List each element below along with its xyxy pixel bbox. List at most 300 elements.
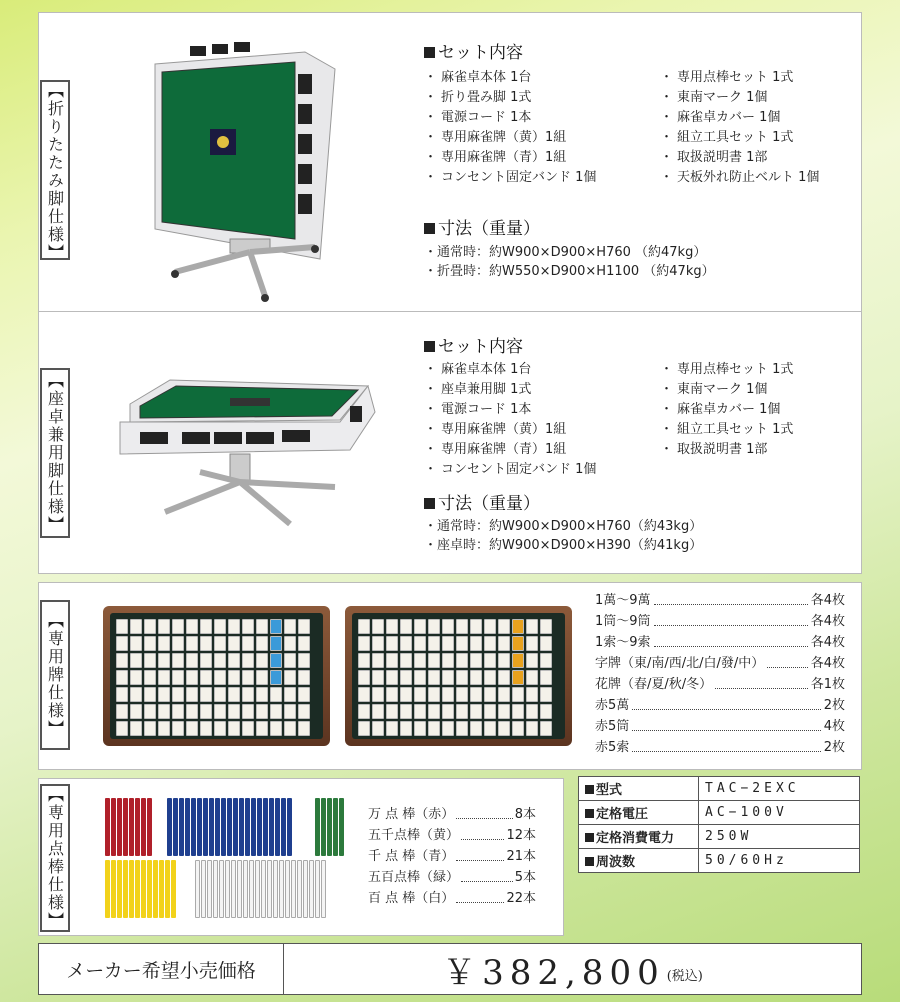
list-item: ・ 麻雀卓本体 1台 — [424, 68, 596, 88]
mahjong-tile — [484, 636, 496, 651]
mahjong-tile — [442, 687, 454, 702]
mahjong-tile — [498, 619, 510, 634]
mahjong-tile — [512, 653, 524, 668]
score-stick — [213, 860, 218, 918]
score-stick — [255, 860, 260, 918]
tile-count-list — [595, 590, 845, 758]
mahjong-tile — [498, 687, 510, 702]
score-stick — [129, 798, 134, 856]
mahjong-tile — [414, 619, 426, 634]
tax-note: (税込) — [666, 969, 703, 984]
mahjong-tile — [512, 670, 524, 685]
mahjong-tile — [540, 636, 552, 651]
folding-items-left — [424, 68, 596, 188]
mahjong-tile — [456, 619, 468, 634]
list-item: ・ 東南マーク 1個 — [660, 380, 793, 400]
mahjong-tile — [442, 721, 454, 736]
mahjong-tile — [414, 670, 426, 685]
mahjong-tile — [228, 704, 240, 719]
spec-key: 定格消費電力 — [579, 825, 699, 849]
mahjong-tile — [372, 619, 384, 634]
score-stick — [117, 860, 122, 918]
mahjong-tile — [116, 687, 128, 702]
zataku-tab: 【座卓兼用脚仕様】 — [40, 368, 70, 538]
score-stick — [231, 860, 236, 918]
mahjong-tile — [400, 636, 412, 651]
spec-value: 250W — [699, 825, 860, 849]
white-sticks — [195, 860, 326, 918]
score-stick — [285, 860, 290, 918]
mahjong-tile — [414, 687, 426, 702]
mahjong-tile — [130, 653, 142, 668]
sticks-tab: 【専用点棒仕様】 — [40, 784, 70, 932]
mahjong-tile — [372, 721, 384, 736]
dimension-line: ・ 座卓時：約W900×D900×H390（約41kg） — [424, 536, 702, 555]
list-item: ・ 麻雀卓本体 1台 — [424, 360, 596, 380]
mahjong-tile — [116, 704, 128, 719]
mahjong-tile — [158, 670, 170, 685]
list-item: 赤5萬 2枚 — [595, 695, 845, 716]
dimension-line: ・ 折畳時：約W550×D900×H1100 （約47kg） — [424, 262, 715, 281]
score-stick — [263, 798, 268, 856]
score-stick — [159, 860, 164, 918]
mahjong-tile — [428, 704, 440, 719]
mahjong-tile — [386, 704, 398, 719]
square-bullet-icon — [424, 498, 435, 509]
mahjong-tile — [372, 687, 384, 702]
score-stick — [267, 860, 272, 918]
score-stick — [315, 860, 320, 918]
list-item: 五百点棒（緑） 5本 — [368, 867, 536, 888]
mahjong-tile — [228, 636, 240, 651]
mahjong-tile — [186, 687, 198, 702]
spec-table — [578, 776, 860, 873]
mahjong-tile — [386, 653, 398, 668]
mahjong-tile — [284, 619, 296, 634]
mahjong-tile — [484, 704, 496, 719]
table-row — [579, 849, 860, 873]
list-item: 赤5索 2枚 — [595, 737, 845, 758]
score-stick — [287, 798, 292, 856]
mahjong-tile — [130, 619, 142, 634]
folding-table-image — [130, 34, 340, 304]
mahjong-tile — [442, 619, 454, 634]
list-item: ・ 電源コード 1本 — [424, 400, 596, 420]
mahjong-tile — [428, 721, 440, 736]
mahjong-tile — [456, 721, 468, 736]
mahjong-tile — [484, 670, 496, 685]
mahjong-tile — [372, 653, 384, 668]
mahjong-tile — [526, 721, 538, 736]
mahjong-tile — [298, 670, 310, 685]
list-item: 千 点 棒（青） 21本 — [368, 846, 536, 867]
mahjong-tile — [372, 704, 384, 719]
mahjong-tile — [526, 619, 538, 634]
mahjong-tile — [172, 704, 184, 719]
list-item: ・ コンセント固定バンド 1個 — [424, 460, 596, 480]
score-stick — [297, 860, 302, 918]
mahjong-tile — [158, 636, 170, 651]
mahjong-tile — [200, 653, 212, 668]
mahjong-tile — [540, 721, 552, 736]
score-stick — [245, 798, 250, 856]
mahjong-tile — [214, 687, 226, 702]
score-stick — [225, 860, 230, 918]
mahjong-tile — [526, 704, 538, 719]
score-stick — [123, 860, 128, 918]
mahjong-tile — [242, 653, 254, 668]
mahjong-tile — [484, 653, 496, 668]
mahjong-tile — [200, 721, 212, 736]
score-stick — [269, 798, 274, 856]
mahjong-tile — [526, 653, 538, 668]
mahjong-tile — [270, 670, 282, 685]
mahjong-tile — [144, 636, 156, 651]
score-stick — [111, 798, 116, 856]
score-stick — [251, 798, 256, 856]
mahjong-tile — [456, 687, 468, 702]
mahjong-tile — [386, 670, 398, 685]
green-sticks — [315, 798, 344, 856]
mahjong-tile — [116, 653, 128, 668]
table-row — [579, 801, 860, 825]
mahjong-tile — [242, 619, 254, 634]
mahjong-tile — [186, 636, 198, 651]
mahjong-tile — [512, 704, 524, 719]
mahjong-tile — [284, 636, 296, 651]
mahjong-tile — [484, 687, 496, 702]
score-stick — [279, 860, 284, 918]
mahjong-tile — [414, 704, 426, 719]
mahjong-tile — [228, 687, 240, 702]
zataku-table-image — [110, 372, 385, 532]
mahjong-tile — [270, 721, 282, 736]
list-item: ・ 麻雀卓カバー 1個 — [660, 400, 793, 420]
score-stick — [333, 798, 338, 856]
score-stick — [273, 860, 278, 918]
folding-items-right — [660, 68, 819, 188]
mahjong-tile — [270, 636, 282, 651]
score-stick — [315, 798, 320, 856]
score-stick — [203, 798, 208, 856]
square-bullet-icon — [424, 47, 435, 58]
mahjong-tile — [172, 653, 184, 668]
mahjong-tile — [414, 721, 426, 736]
mahjong-tile — [400, 670, 412, 685]
mahjong-tile — [498, 704, 510, 719]
blue-sticks — [167, 798, 292, 856]
mahjong-tile — [428, 636, 440, 651]
score-stick — [209, 798, 214, 856]
mahjong-tile — [386, 721, 398, 736]
score-stick — [141, 798, 146, 856]
mahjong-tile — [242, 670, 254, 685]
score-stick — [173, 798, 178, 856]
mahjong-tile — [242, 636, 254, 651]
mahjong-tile — [284, 687, 296, 702]
square-bullet-icon — [424, 341, 435, 352]
list-item: ・ 専用点棒セット 1式 — [660, 360, 793, 380]
mahjong-tile — [256, 721, 268, 736]
list-item: ・ コンセント固定バンド 1個 — [424, 168, 596, 188]
mahjong-tile — [284, 721, 296, 736]
mahjong-tile — [228, 670, 240, 685]
list-item: 1萬〜9萬 各4枚 — [595, 590, 845, 611]
mahjong-tile — [200, 670, 212, 685]
mahjong-tile — [526, 636, 538, 651]
mahjong-tile — [256, 619, 268, 634]
spec-key: 周波数 — [579, 849, 699, 873]
mahjong-tile — [130, 721, 142, 736]
score-stick — [197, 798, 202, 856]
mahjong-tile — [298, 704, 310, 719]
score-stick — [321, 860, 326, 918]
mahjong-tile — [540, 704, 552, 719]
mahjong-tile — [214, 704, 226, 719]
mahjong-tile — [270, 704, 282, 719]
list-item: ・ 東南マーク 1個 — [660, 88, 819, 108]
list-item: 百 点 棒（白） 22本 — [368, 888, 536, 909]
tile-grid — [116, 619, 310, 736]
zataku-dims — [424, 517, 702, 555]
score-stick — [207, 860, 212, 918]
price-value: ￥382,800 — [442, 952, 665, 993]
mahjong-tile — [158, 704, 170, 719]
mahjong-tile — [158, 687, 170, 702]
score-stick — [261, 860, 266, 918]
mahjong-tile — [386, 619, 398, 634]
mahjong-tile — [512, 619, 524, 634]
price-value-wrap — [284, 944, 861, 994]
score-stick — [327, 798, 332, 856]
mahjong-tile — [540, 653, 552, 668]
mahjong-tile — [214, 653, 226, 668]
mahjong-tile — [116, 619, 128, 634]
score-stick — [227, 798, 232, 856]
mahjong-tile — [228, 619, 240, 634]
mahjong-tile — [386, 636, 398, 651]
folding-dims — [424, 243, 715, 281]
list-item: 字牌（東/南/西/北/白/發/中） 各4枚 — [595, 653, 845, 674]
zataku-items-left — [424, 360, 596, 480]
mahjong-tile — [298, 653, 310, 668]
score-stick — [237, 860, 242, 918]
mahjong-tile — [470, 721, 482, 736]
mahjong-tile — [270, 687, 282, 702]
list-item: ・ 座卓兼用脚 1式 — [424, 380, 596, 400]
list-item: ・ 麻雀卓カバー 1個 — [660, 108, 819, 128]
score-stick — [249, 860, 254, 918]
mahjong-tile — [358, 670, 370, 685]
mahjong-tile — [358, 687, 370, 702]
mahjong-tile — [186, 670, 198, 685]
mahjong-tile — [442, 653, 454, 668]
mahjong-tile — [200, 704, 212, 719]
mahjong-tile — [172, 636, 184, 651]
mahjong-tile — [372, 636, 384, 651]
score-stick — [105, 860, 110, 918]
score-stick — [195, 860, 200, 918]
mahjong-tile — [498, 653, 510, 668]
mahjong-tile — [456, 653, 468, 668]
mahjong-tile — [256, 636, 268, 651]
score-stick — [135, 798, 140, 856]
tile-case-blue — [103, 606, 330, 746]
mahjong-tile — [242, 704, 254, 719]
price-box — [38, 943, 862, 995]
stick-count-list — [368, 804, 536, 909]
mahjong-tile — [172, 687, 184, 702]
mahjong-tile — [130, 670, 142, 685]
score-stick — [179, 798, 184, 856]
score-stick — [185, 798, 190, 856]
tile-case-yellow — [345, 606, 572, 746]
score-stick — [275, 798, 280, 856]
tiles-tab: 【専用牌仕様】 — [40, 600, 70, 750]
score-stick — [257, 798, 262, 856]
mahjong-tile — [144, 670, 156, 685]
mahjong-tile — [540, 687, 552, 702]
mahjong-tile — [400, 653, 412, 668]
mahjong-tile — [456, 670, 468, 685]
mahjong-tile — [372, 670, 384, 685]
score-stick — [135, 860, 140, 918]
mahjong-tile — [186, 704, 198, 719]
mahjong-tile — [428, 687, 440, 702]
list-item: ・ 専用点棒セット 1式 — [660, 68, 819, 88]
mahjong-tile — [540, 619, 552, 634]
folding-set-heading: セット内容 — [424, 38, 523, 63]
score-stick — [321, 798, 326, 856]
dimension-line: ・ 通常時：約W900×D900×H760 （約47kg） — [424, 243, 715, 262]
mahjong-tile — [144, 687, 156, 702]
mahjong-tile — [144, 619, 156, 634]
mahjong-tile — [526, 670, 538, 685]
mahjong-tile — [158, 721, 170, 736]
mahjong-tile — [256, 653, 268, 668]
mahjong-tile — [358, 653, 370, 668]
list-item: 1索〜9索 各4枚 — [595, 632, 845, 653]
mahjong-tile — [172, 619, 184, 634]
yellow-sticks — [105, 860, 176, 918]
mahjong-tile — [116, 670, 128, 685]
mahjong-tile — [498, 636, 510, 651]
tile-grid — [358, 619, 552, 736]
mahjong-tile — [200, 619, 212, 634]
mahjong-tile — [428, 670, 440, 685]
score-stick — [215, 798, 220, 856]
mahjong-tile — [228, 721, 240, 736]
list-item: ・ 天板外れ防止ベルト 1個 — [660, 168, 819, 188]
mahjong-tile — [400, 721, 412, 736]
list-item: ・ 専用麻雀牌（青）1組 — [424, 148, 596, 168]
score-stick — [129, 860, 134, 918]
table-row — [579, 825, 860, 849]
score-stick — [219, 860, 224, 918]
score-stick — [339, 798, 344, 856]
score-stick — [117, 798, 122, 856]
mahjong-tile — [526, 687, 538, 702]
folding-dims-heading: 寸法（重量） — [424, 214, 540, 239]
mahjong-tile — [298, 687, 310, 702]
mahjong-tile — [186, 721, 198, 736]
list-item: ・ 組立工具セット 1式 — [660, 420, 793, 440]
table-row — [579, 777, 860, 801]
mahjong-tile — [284, 653, 296, 668]
mahjong-tile — [130, 704, 142, 719]
mahjong-tile — [298, 721, 310, 736]
list-item: ・ 取扱説明書 1部 — [660, 148, 819, 168]
list-item: ・ 専用麻雀牌（青）1組 — [424, 440, 596, 460]
spec-key: 定格電圧 — [579, 801, 699, 825]
mahjong-tile — [470, 687, 482, 702]
mahjong-tile — [456, 636, 468, 651]
folding-tab: 【折りたたみ脚仕様】 — [40, 80, 70, 260]
mahjong-tile — [116, 636, 128, 651]
mahjong-tile — [298, 619, 310, 634]
mahjong-tile — [358, 704, 370, 719]
score-stick — [165, 860, 170, 918]
mahjong-tile — [540, 670, 552, 685]
score-stick — [309, 860, 314, 918]
mahjong-tile — [414, 653, 426, 668]
mahjong-tile — [144, 721, 156, 736]
score-stick — [303, 860, 308, 918]
mahjong-tile — [256, 687, 268, 702]
mahjong-tile — [130, 636, 142, 651]
mahjong-tile — [414, 636, 426, 651]
mahjong-tile — [242, 721, 254, 736]
mahjong-tile — [470, 619, 482, 634]
list-item: ・ 専用麻雀牌（黄）1組 — [424, 420, 596, 440]
mahjong-tile — [442, 636, 454, 651]
mahjong-tile — [484, 619, 496, 634]
mahjong-tile — [144, 704, 156, 719]
mahjong-tile — [130, 687, 142, 702]
price-label: メーカー希望小売価格 — [39, 944, 284, 994]
mahjong-tile — [256, 704, 268, 719]
score-stick — [233, 798, 238, 856]
score-stick — [281, 798, 286, 856]
mahjong-tile — [512, 687, 524, 702]
score-stick — [105, 798, 110, 856]
zataku-items-right — [660, 360, 793, 460]
score-stick — [147, 798, 152, 856]
mahjong-tile — [200, 687, 212, 702]
score-stick — [291, 860, 296, 918]
list-item: ・ 専用麻雀牌（黄）1組 — [424, 128, 596, 148]
mahjong-tile — [228, 653, 240, 668]
list-item: 1筒〜9筒 各4枚 — [595, 611, 845, 632]
mahjong-tile — [214, 619, 226, 634]
square-bullet-icon — [424, 223, 435, 234]
score-stick — [167, 798, 172, 856]
mahjong-tile — [400, 704, 412, 719]
score-stick — [171, 860, 176, 918]
mahjong-tile — [214, 670, 226, 685]
spec-value: AC−100V — [699, 801, 860, 825]
list-item: ・ 電源コード 1本 — [424, 108, 596, 128]
mahjong-tile — [484, 721, 496, 736]
mahjong-tile — [470, 653, 482, 668]
mahjong-tile — [470, 670, 482, 685]
mahjong-tile — [512, 721, 524, 736]
zataku-set-heading: セット内容 — [424, 332, 523, 357]
mahjong-tile — [358, 636, 370, 651]
mahjong-tile — [498, 721, 510, 736]
list-item: 五千点棒（黄） 12本 — [368, 825, 536, 846]
mahjong-tile — [200, 636, 212, 651]
